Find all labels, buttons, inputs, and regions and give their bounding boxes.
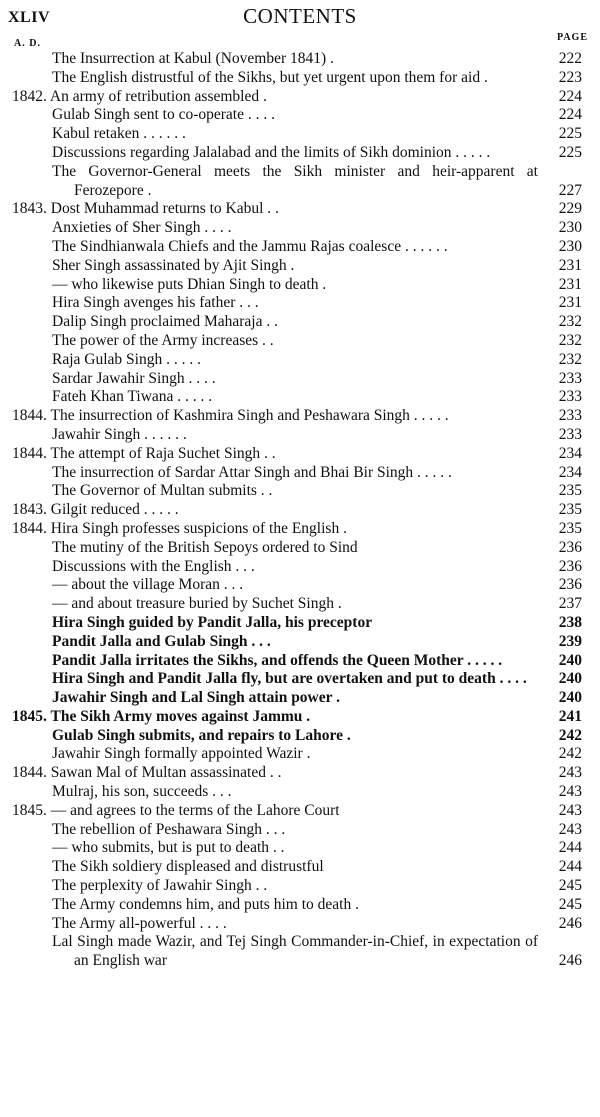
entry-text: [52, 294, 538, 313]
contents-entry: [0, 332, 600, 351]
entry-text: [52, 388, 538, 407]
contents-entry: [0, 219, 600, 238]
entry-page-number: 229: [558, 200, 582, 218]
entry-page-number: 236: [558, 576, 582, 594]
entry-title: Gilgit reduced . . . . .: [50, 501, 179, 519]
entry-text: [52, 219, 538, 238]
entry-text: [12, 708, 538, 727]
entry-page-number: 243: [558, 764, 582, 782]
entry-text: [52, 106, 538, 125]
entry-page-number: 233: [558, 369, 582, 387]
entry-page-number: 239: [558, 632, 582, 650]
entry-page-number: 227: [558, 181, 582, 199]
entry-page-number: 243: [558, 783, 582, 801]
entry-title: Anxieties of Sher Singh . . . .: [52, 219, 232, 237]
entry-text: [52, 727, 538, 746]
entry-text: [52, 839, 538, 858]
contents-entry: [0, 426, 600, 445]
entry-page-number: 233: [558, 425, 582, 443]
entry-title: Sawan Mal of Multan assassinated . .: [50, 764, 282, 782]
entry-title: Mulraj, his son, succeeds . . .: [52, 783, 232, 801]
contents-entry: [0, 858, 600, 877]
contents-list: [0, 50, 600, 971]
entry-title: Gulab Singh sent to co-operate . . . .: [52, 106, 275, 124]
contents-entry: [0, 200, 600, 219]
contents-entry: [0, 633, 600, 652]
entry-page-number: 225: [558, 125, 582, 143]
entry-title: The Governor of Multan submits . .: [52, 482, 273, 500]
entry-text: [52, 614, 538, 633]
entry-text: [52, 670, 538, 689]
contents-entry: [0, 670, 600, 689]
entry-title: Gulab Singh submits, and repairs to Lahore .: [52, 726, 351, 744]
entry-page-number: 234: [558, 444, 582, 462]
entry-title: Hira Singh and Pandit Jalla fly, but are overtaken and put to death . . . .: [52, 670, 527, 688]
contents-entry: [0, 877, 600, 896]
entry-page-number: 231: [558, 256, 582, 274]
entry-title: The insurrection of Kashmira Singh and Peshawara Singh . . . . .: [50, 407, 449, 425]
entry-page-number: 232: [558, 350, 582, 368]
entry-text: [52, 576, 538, 595]
entry-page-number: 234: [558, 463, 582, 481]
entry-title: Pandit Jalla and Gulab Singh . . .: [52, 632, 271, 650]
entry-text: [12, 88, 538, 107]
contents-entry: [0, 276, 600, 295]
page-number: XLIV: [8, 9, 51, 26]
contents-entry: [0, 821, 600, 840]
entry-title: Dost Muhammad returns to Kabul . .: [50, 200, 279, 218]
entry-page-number: 245: [558, 877, 582, 895]
entry-title: Jawahir Singh . . . . . .: [52, 425, 187, 443]
entry-title: The Army condemns him, and puts him to death .: [52, 895, 359, 913]
entry-text: [12, 802, 538, 821]
page-title: CONTENTS: [243, 4, 357, 28]
entry-title: — and agrees to the terms of the Lahore Court: [50, 801, 340, 819]
entry-title: Jawahir Singh formally appointed Wazir .: [52, 745, 311, 763]
entry-title: Pandit Jalla irritates the Sikhs, and offends the Queen Mother . . . . .: [52, 651, 503, 669]
contents-entry: [0, 106, 600, 125]
entry-page-number: 230: [558, 237, 582, 255]
entry-text: [52, 783, 538, 802]
entry-title: The mutiny of the British Sepoys ordered to Sind: [52, 538, 358, 556]
contents-entry: [0, 445, 600, 464]
entry-title: Hira Singh professes suspicions of the English .: [50, 519, 347, 537]
contents-entry: [0, 144, 600, 163]
entry-page-number: 241: [558, 707, 582, 725]
contents-entry: [0, 915, 600, 934]
contents-entry: [0, 745, 600, 764]
entry-page-number: 223: [558, 68, 582, 86]
entry-text: [12, 764, 538, 783]
entry-year: 1845.: [12, 707, 47, 725]
contents-entry: [0, 652, 600, 671]
contents-entry: [0, 482, 600, 501]
entry-text: [52, 745, 538, 764]
entry-title: The Sikh Army moves against Jammu .: [50, 707, 311, 725]
entry-page-number: 245: [558, 895, 582, 913]
entry-title: The attempt of Raja Suchet Singh . .: [50, 444, 276, 462]
entry-page-number: 232: [558, 331, 582, 349]
entry-page-number: 240: [558, 670, 582, 688]
entry-text: [52, 482, 538, 501]
entry-text: [52, 257, 538, 276]
entry-title: Raja Gulab Singh . . . . .: [52, 350, 201, 368]
entry-title: Hira Singh guided by Pandit Jalla, his preceptor: [52, 613, 373, 631]
entry-page-number: 235: [558, 501, 582, 519]
contents-entry: [0, 839, 600, 858]
entry-text: [52, 558, 538, 577]
entry-title: The Insurrection at Kabul (November 1841) .: [52, 50, 334, 67]
entry-title: The English distrustful of the Sikhs, but yet urgent upon them for aid .: [52, 68, 488, 86]
entry-title: The Governor-General meets the Sikh minister and heir-apparent at Ferozepore .: [52, 162, 538, 199]
entry-text: [12, 520, 538, 539]
contents-entry: [0, 257, 600, 276]
entry-year: 1844.: [12, 444, 47, 462]
contents-entry: [0, 501, 600, 520]
contents-entry: [0, 163, 600, 201]
entry-title: Jawahir Singh and Lal Singh attain power .: [52, 689, 340, 707]
entry-page-number: 224: [558, 106, 582, 124]
contents-entry: [0, 313, 600, 332]
entry-page-number: 222: [558, 50, 582, 67]
entry-page-number: 235: [558, 482, 582, 500]
entry-page-number: 236: [558, 557, 582, 575]
entry-page-number: 246: [558, 914, 582, 932]
contents-entry: [0, 88, 600, 107]
entry-title: Lal Singh made Wazir, and Tej Singh Commander-in-Chief, in expectation of an English war: [52, 933, 538, 970]
contents-entry: [0, 464, 600, 483]
entry-text: [52, 464, 538, 483]
entry-text: [52, 633, 538, 652]
entry-page-number: 233: [558, 388, 582, 406]
entry-text: [52, 652, 538, 671]
entry-year: 1844.: [12, 764, 47, 782]
entry-text: [52, 332, 538, 351]
entry-page-number: 225: [558, 143, 582, 161]
entry-year: 1845.: [12, 801, 47, 819]
entry-page-number: 240: [558, 651, 582, 669]
entry-page-number: 240: [558, 689, 582, 707]
entry-title: Discussions with the English . . .: [52, 557, 255, 575]
entry-title: Dalip Singh proclaimed Maharaja . .: [52, 313, 278, 331]
entry-page-number: 237: [558, 595, 582, 613]
entry-text: [52, 858, 538, 877]
entry-year: 1843.: [12, 200, 47, 218]
entry-page-number: 236: [558, 538, 582, 556]
entry-text: [12, 501, 538, 520]
entry-title: Sardar Jawahir Singh . . . .: [52, 369, 216, 387]
entry-page-number: 238: [558, 613, 582, 631]
entry-text: [52, 877, 538, 896]
contents-entry: [0, 69, 600, 88]
entry-text: [52, 370, 538, 389]
contents-entry: [0, 125, 600, 144]
entry-text: [52, 821, 538, 840]
contents-entry: [0, 351, 600, 370]
entry-page-number: 231: [558, 275, 582, 293]
entry-text: [12, 407, 538, 426]
entry-page-number: 224: [558, 87, 582, 105]
entry-title: An army of retribution assembled .: [49, 87, 267, 105]
entry-text: [52, 351, 538, 370]
entry-text: [52, 69, 538, 88]
contents-entry: [0, 614, 600, 633]
entry-text: [52, 896, 538, 915]
entry-title: The Sikh soldiery displeased and distrustful: [52, 858, 324, 876]
contents-entry: [0, 558, 600, 577]
contents-entry: [0, 370, 600, 389]
entry-title: — who likewise puts Dhian Singh to death .: [52, 275, 327, 293]
entry-page-number: 244: [558, 858, 582, 876]
entry-title: Kabul retaken . . . . . .: [52, 125, 186, 143]
entry-title: The power of the Army increases . .: [52, 331, 274, 349]
contents-entry: [0, 802, 600, 821]
entry-text: [52, 276, 538, 295]
contents-entry: [0, 708, 600, 727]
contents-entry: [0, 727, 600, 746]
entry-title: The Army all-powerful . . . .: [52, 914, 227, 932]
entry-page-number: 233: [558, 407, 582, 425]
contents-entry: [0, 933, 600, 971]
entry-text: [52, 125, 538, 144]
entry-year: 1843.: [12, 501, 47, 519]
contents-entry: [0, 689, 600, 708]
entry-text: [52, 50, 538, 69]
contents-entry: [0, 896, 600, 915]
contents-entry: [0, 238, 600, 257]
entry-page-number: 230: [558, 219, 582, 237]
page-header: [0, 0, 600, 32]
entry-text: [52, 238, 538, 257]
entry-year: 1844.: [12, 519, 47, 537]
contents-entry: [0, 595, 600, 614]
entry-title: The Sindhianwala Chiefs and the Jammu Rajas coalesce . . . . . .: [52, 237, 448, 255]
column-headers: [0, 32, 600, 50]
entry-title: Fateh Khan Tiwana . . . . .: [52, 388, 213, 406]
entry-title: The perplexity of Jawahir Singh . .: [52, 877, 268, 895]
entry-text: [12, 445, 538, 464]
entry-title: — who submits, but is put to death . .: [52, 839, 285, 857]
entry-page-number: 243: [558, 820, 582, 838]
contents-entry: [0, 764, 600, 783]
entry-title: — and about treasure buried by Suchet Singh .: [52, 595, 342, 613]
entry-text: [52, 426, 538, 445]
entry-page-number: 232: [558, 313, 582, 331]
entry-page-number: 243: [558, 801, 582, 819]
entry-text: [52, 933, 538, 971]
contents-entry: [0, 539, 600, 558]
contents-entry: [0, 407, 600, 426]
contents-entry: [0, 576, 600, 595]
entry-title: The insurrection of Sardar Attar Singh and Bhai Bir Singh . . . . .: [52, 463, 452, 481]
entry-page-number: 231: [558, 294, 582, 312]
entry-text: [12, 200, 538, 219]
entry-text: [52, 144, 538, 163]
entry-text: [52, 915, 538, 934]
contents-entry: [0, 294, 600, 313]
entry-page-number: 235: [558, 519, 582, 537]
entry-year: 1842.: [12, 87, 47, 105]
entry-page-number: 242: [558, 726, 582, 744]
entry-text: [52, 313, 538, 332]
contents-entry: [0, 50, 600, 69]
entry-title: — about the village Moran . . .: [52, 576, 244, 594]
year-column-header: A. D.: [14, 38, 41, 49]
page-column-header: PAGE: [556, 32, 588, 43]
entry-text: [52, 163, 538, 201]
entry-page-number: 242: [558, 745, 582, 763]
entry-title: Discussions regarding Jalalabad and the limits of Sikh dominion . . . . .: [52, 143, 491, 161]
entry-year: 1844.: [12, 407, 47, 425]
entry-title: Hira Singh avenges his father . . .: [52, 294, 259, 312]
entry-page-number: 246: [558, 952, 582, 970]
entry-text: [52, 689, 538, 708]
entry-title: Sher Singh assassinated by Ajit Singh .: [52, 256, 295, 274]
entry-title: The rebellion of Peshawara Singh . . .: [52, 820, 286, 838]
contents-entry: [0, 783, 600, 802]
entry-text: [52, 539, 538, 558]
contents-entry: [0, 520, 600, 539]
entry-text: [52, 595, 538, 614]
entry-page-number: 244: [558, 839, 582, 857]
contents-entry: [0, 388, 600, 407]
